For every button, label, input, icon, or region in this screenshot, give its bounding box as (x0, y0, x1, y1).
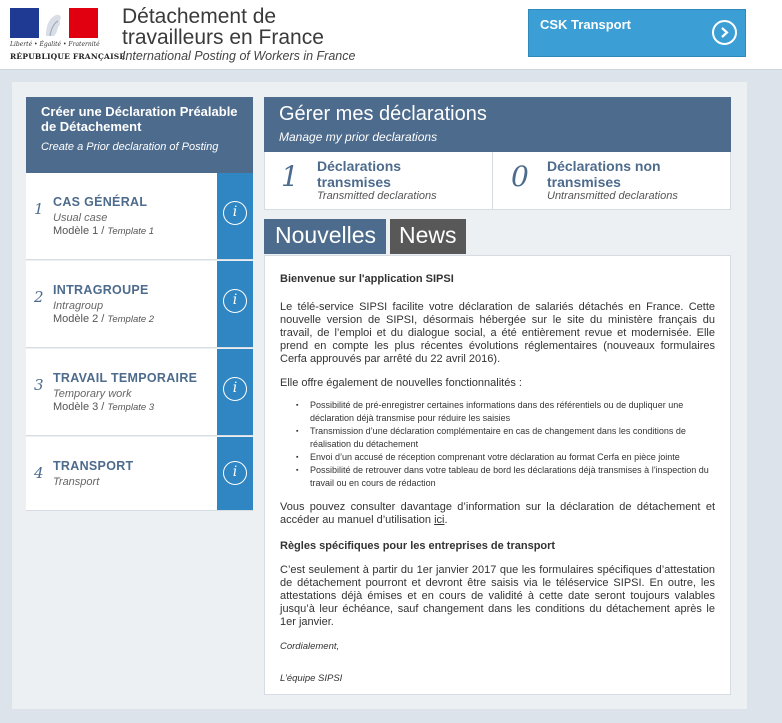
create-declaration-header (26, 97, 253, 173)
manage-subtitle: Manage my prior declarations (279, 130, 438, 144)
info-icon: i (223, 201, 247, 225)
chevron-right-icon (712, 20, 737, 45)
list-item: ▪ Possibilité de retrouver dans votre tableau de bord les déclarations déjà transmises à l’inspection du travail ou en cours de rédaction (296, 464, 715, 490)
manage-title: Gérer mes déclarations (279, 103, 487, 125)
marianne-icon (40, 10, 68, 38)
features-list (296, 399, 715, 490)
tab-news[interactable]: News (390, 219, 466, 254)
list-item: ▪ Possibilité de pré-enregistrer certaines informations dans des référentiels ou de dupliquer une déclaration déjà transmise pour réduire les saisies (296, 399, 715, 425)
republique-label: RÉPUBLIQUE FRANÇAISE (10, 52, 126, 61)
stat-label-en: Untransmitted declarations (547, 190, 678, 202)
stat-label-en: Transmitted declarations (317, 190, 437, 202)
manage-declarations-header (264, 97, 731, 152)
item-number: 4 (34, 464, 44, 482)
declaration-type-transport[interactable] (26, 437, 253, 511)
news-welcome: Bienvenue sur l'application SIPSI (280, 273, 454, 285)
item-subtitle: Temporary work (53, 388, 132, 400)
item-title: INTRAGROUPE (53, 283, 149, 297)
item-subtitle: Intragroup (53, 300, 104, 312)
site-title-line2: travailleurs en France (122, 26, 324, 49)
news-paragraph: Le télé-service SIPSI facilite votre déclaration de salariés détachés en France. Cette nouvelle version de SIPSI, désormais hébergée sur le site du ministère français du travail, de l’emploi et du dialogue social, a été entièrement revue et modernisée. Elle prend en compte les plus récentes évolutions réglementaires (nouveaux formulaires Cerfa approuvés par arrêté du 22 avril 2016). (280, 301, 715, 365)
news-paragraph: Vous pouvez consulter davantage d’information sur la déclaration de détachement et accéder au manuel d’utilisation ici. (280, 501, 715, 526)
item-title: TRAVAIL TEMPORAIRE (53, 371, 198, 385)
news-paragraph: C’est seulement à partir du 1er janvier 2017 que les formulaires spécifiques d’attestation de détachement pourront et devront être saisis via le téléservice SIPSI. En outre, les attestations déjà émises et en cours de validité à cette date seront toujours valables jusqu’à leur échéance, sauf changement dans les conditions du détachement après le 1er janvier. (280, 564, 715, 628)
signature-team: L’équipe SIPSI (280, 673, 343, 684)
site-title-line1: Détachement de (122, 5, 277, 28)
create-declaration-title: Créer une Déclaration Préalable de Détachement (41, 104, 238, 134)
site-header (0, 0, 782, 70)
republique-francaise-logo[interactable] (10, 8, 126, 64)
info-button[interactable] (217, 437, 253, 510)
stat-count: 1 (281, 160, 299, 193)
news-paragraph: Elle offre également de nouvelles fonctionnalités : (280, 377, 522, 389)
info-button[interactable] (217, 173, 253, 259)
company-name: CSK Transport (540, 17, 632, 32)
info-button[interactable] (217, 261, 253, 347)
stat-transmitted[interactable] (265, 152, 493, 209)
stat-label: Déclarations non transmises (547, 158, 661, 190)
declaration-type-intragroup[interactable] (26, 261, 253, 348)
declaration-stats (264, 152, 731, 210)
news-content (264, 255, 731, 695)
info-icon: i (223, 461, 247, 485)
manual-link[interactable]: ici (434, 514, 445, 526)
item-subtitle: Usual case (53, 212, 108, 224)
list-item: ▪ Transmission d’une déclaration complémentaire en cas de changement dans les conditions de réalisation du détachement (296, 425, 715, 451)
site-title (122, 6, 324, 48)
item-number: 3 (34, 376, 44, 394)
info-button[interactable] (217, 349, 253, 435)
info-icon: i (223, 377, 247, 401)
stat-label: Déclarations transmises (317, 158, 402, 190)
item-title: TRANSPORT (53, 459, 134, 473)
declaration-type-temporary[interactable] (26, 349, 253, 436)
transport-rules-title: Règles spécifiques pour les entreprises de transport (280, 540, 556, 552)
item-number: 2 (34, 288, 44, 306)
declaration-type-general[interactable] (26, 173, 253, 260)
site-subtitle: International Posting of Workers in France (122, 49, 356, 63)
company-button[interactable] (528, 9, 746, 57)
item-model: Modèle 3 / Template 3 (53, 401, 155, 413)
list-item: ▪ Envoi d’un accusé de réception comprenant votre déclaration au format Cerfa en pièce jointe (296, 451, 715, 464)
stat-untransmitted[interactable] (494, 152, 732, 209)
item-title: CAS GÉNÉRAL (53, 195, 148, 209)
info-icon: i (223, 289, 247, 313)
signature-greeting: Cordialement, (280, 641, 340, 652)
tab-nouvelles[interactable]: Nouvelles (264, 219, 386, 254)
stat-count: 0 (511, 160, 529, 193)
item-model: Modèle 1 / Template 1 (53, 225, 155, 237)
create-declaration-title-en: Create a Prior declaration of Posting (41, 141, 219, 153)
item-model: Modèle 2 / Template 2 (53, 313, 155, 325)
item-subtitle: Transport (53, 476, 100, 488)
motto: Liberté • Égalité • Fraternité (10, 41, 100, 48)
item-number: 1 (34, 200, 44, 218)
